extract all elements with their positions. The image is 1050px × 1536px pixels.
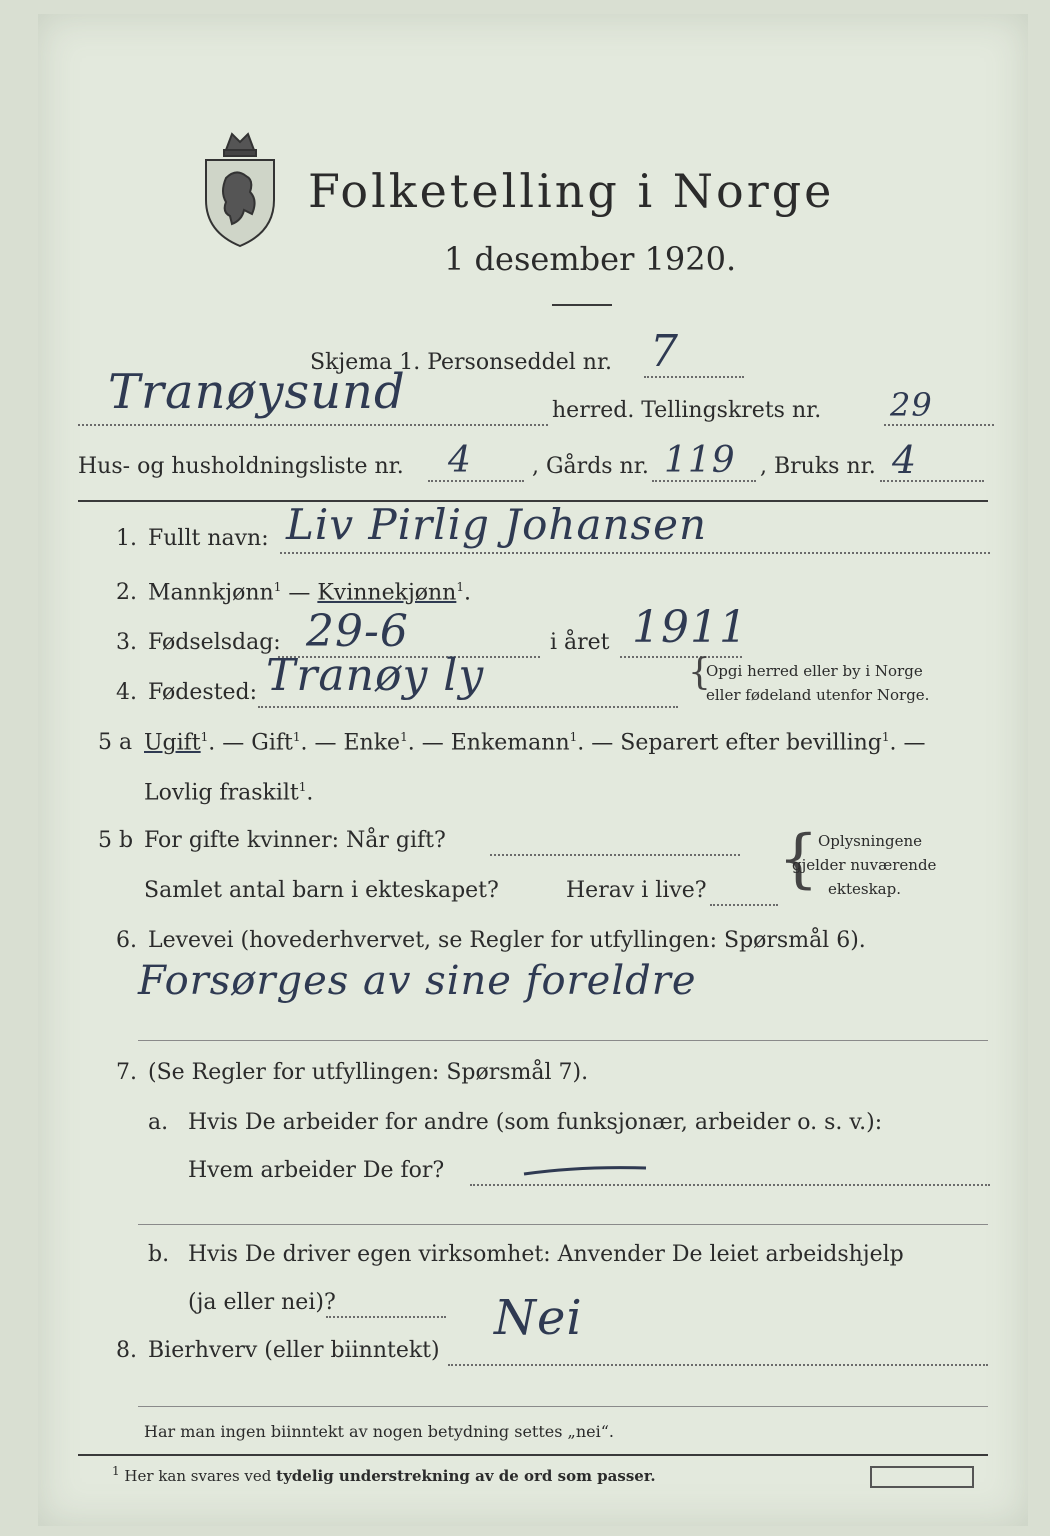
marriage-note-1: Oplysningene — [818, 832, 923, 850]
husholdning-label: Hus- og husholdningsliste nr. — [78, 454, 404, 479]
living-children-label: Herav i live? — [566, 878, 707, 903]
marital-option-divorced: Lovlig fraskilt — [144, 780, 299, 806]
marital-status-options: Ugift$^1$. — Gift$^1$. — Enke$^1$. — Enkemann$^1$. — Separert efter bevilling$^1$. — — [144, 730, 926, 756]
bruks-value[interactable]: 4 — [892, 438, 918, 482]
married-women-label: For gifte kvinner: Når gift? — [144, 828, 446, 853]
occupation-label: Levevei (hovederhvervet, se Regler for utfyllingen: Spørsmål 6). — [148, 928, 866, 953]
birthday-value[interactable]: 29-6 — [306, 606, 409, 657]
census-form: Folketelling i Norge 1 desember 1920. Skjema 1. Personseddel nr. 7 Tranøysund herred. Tellingskrets nr. 29 Hus- og husholdningsliste nr. 4 , Gårds nr. 119 , Bruks nr. 4 1. Fullt navn: Liv Pirlig Johansen 2. Mannkjønn$^1$ — Kvinnekjønn$^1$. 3. Fødselsdag: 29-6 i året 1911 4. Fødested: Tranøy ly { Opgi herred eller by i Norge eller fødeland utenfor Norge. 5 a Ugift$^1$. — Gift$^1$. — Enke$^1$. — Enkemann$^1$. — Separert efter bevilling$^1$. — Lovlig fraskilt$^1$. 5 b For gifte kvinner: Når gift? Samlet antal barn i ekteskapet? Herav i live? { Oplysningene gjelder nuværende ekteskap. 6. Levevei (hovederhvervet, se Regler for utfyllingen: Spørsmål 6). Forsørges av sine foreldre 7. (Se Regler for utfyllingen: Spørsmål 7). a. Hvis De arbeider for andre (som funksjonær, arbeider o. s. v.): Hvem arbeider De for? b. Hvis De driver egen virksomhet: Anvender De leiet arbeidshjelp (ja eller nei)? 8. Bierhverv (eller biinntekt) Nei Har man ingen biinntekt av nogen betydning settes „nei“. $^1$ Her kan svares ved tydelig understrekning av de ord som passer. — [38, 14, 1028, 1526]
employer-dash-stroke[interactable] — [520, 1160, 650, 1180]
tellingskrets-value[interactable]: 29 — [890, 386, 933, 424]
birthplace-label: Fødested: — [148, 680, 258, 705]
bruks-label: , Bruks nr. — [760, 454, 876, 479]
q7b-answer-label: (ja eller nei)? — [188, 1290, 336, 1315]
form-date: 1 desember 1920. — [444, 240, 737, 278]
children-label: Samlet antal barn i ekteskapet? — [144, 878, 499, 903]
marital-selected-option: Ugift — [144, 730, 201, 756]
full-name-value[interactable]: Liv Pirlig Johansen — [286, 500, 707, 549]
birthplace-note-2: eller fødeland utenfor Norge. — [706, 686, 930, 704]
side-income-label: Bierhverv (eller biinntekt) — [148, 1338, 440, 1363]
employer-label: Hvem arbeider De for? — [188, 1158, 445, 1183]
full-name-label: Fullt navn: — [148, 526, 269, 551]
divider — [552, 304, 612, 306]
side-income-value[interactable]: Nei — [494, 1290, 583, 1346]
sex-options: Mannkjønn$^1$ — Kvinnekjønn$^1$. — [148, 580, 471, 606]
birth-year-value[interactable]: 1911 — [632, 602, 748, 653]
birth-year-label: i året — [550, 630, 610, 655]
sex-selected-option: Kvinnekjønn — [317, 580, 457, 606]
occupation-value[interactable]: Forsørges av sine foreldre — [138, 958, 697, 1004]
herred-label: herred. Tellingskrets nr. — [552, 398, 822, 423]
gards-value[interactable]: 119 — [664, 440, 736, 481]
marriage-note-2: gjelder nuværende — [792, 856, 937, 874]
marriage-note-3: ekteskap. — [828, 880, 901, 898]
personseddel-number[interactable]: 7 — [650, 326, 679, 377]
q7b-question: Hvis De driver egen virksomhet: Anvender De leiet arbeidshjelp — [188, 1242, 904, 1267]
husholdning-value[interactable]: 4 — [448, 440, 472, 481]
printer-stamp — [870, 1466, 974, 1488]
q7a-question: Hvis De arbeider for andre (som funksjonær, arbeider o. s. v.): — [188, 1110, 883, 1135]
side-income-note: Har man ingen biinntekt av nogen betydning settes „nei“. — [144, 1422, 614, 1441]
herred-value[interactable]: Tranøysund — [108, 364, 406, 420]
birthplace-value[interactable]: Tranøy ly — [266, 650, 485, 701]
coat-of-arms-icon — [196, 120, 284, 250]
form-title: Folketelling i Norge — [308, 164, 835, 218]
q7-label: (Se Regler for utfyllingen: Spørsmål 7). — [148, 1060, 589, 1085]
footnote: $^1$ Her kan svares ved tydelig understrekning av de ord som passer. — [112, 1464, 656, 1485]
birthplace-note-1: Opgi herred eller by i Norge — [706, 662, 923, 680]
gards-label: , Gårds nr. — [532, 454, 649, 479]
schema-label: Skjema 1. Personseddel nr. — [310, 350, 613, 375]
birthday-label: Fødselsdag: — [148, 630, 281, 655]
